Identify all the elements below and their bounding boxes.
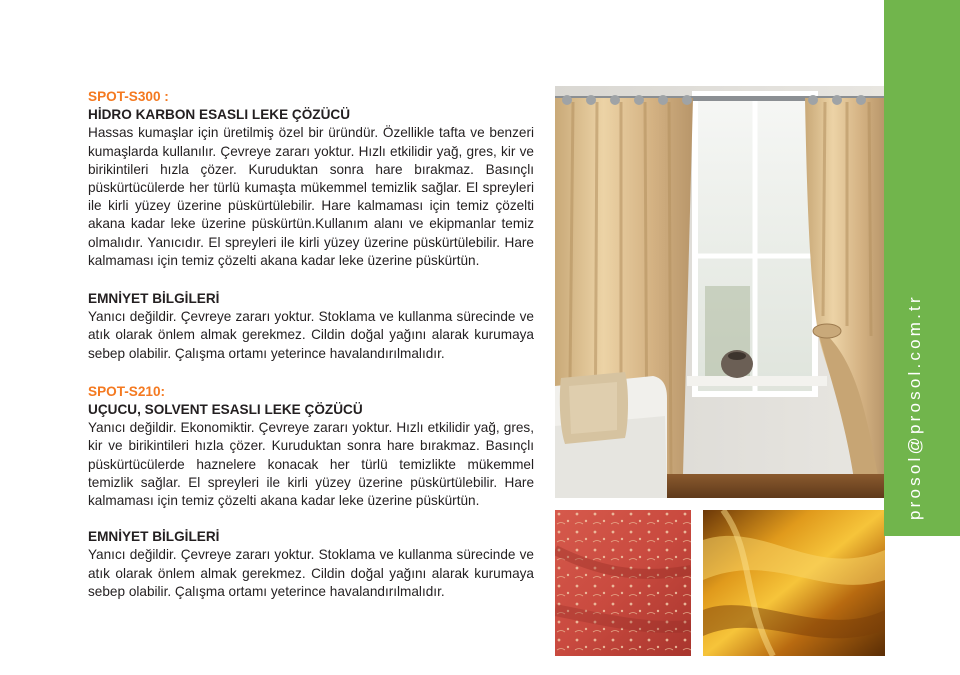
- product-description: Hassas kumaşlar için üretilmiş özel bir üründür. Özellikle tafta ve benzeri kumaşlarda kullanılır. Çevreye zararı yoktur. Hızlı etkilidir yağ, gres, kir ve birikintileri hızla çözer. Kuruduktan sonra hare bırakmaz. Basınçlı püskürtücülerde her türlü kumaşta mükemmel temizlik sağlar. El spreyleri ile kirli yüzey üzerine püskürtülebilir. Hare kalmaması için temiz çözelti akana kadar leke üzerine püskürtün.Kullanım alanı ve ekipmanlar temiz olmalıdır. Yanıcıdır. El spreyleri ile kirli yüzey üzerine püskürtülebilir. Hare kalmaması için temiz çözelti akana kadar leke üzerine püskürtün.: [88, 125, 534, 268]
- product-description: Yanıcı değildir. Ekonomiktir. Çevreye zararı yoktur. Hızlı etkilidir yağ, gres, kir ve birikintileri hızla çözer. Kuruduktan sonra hare bırakmaz. Basınçlı püskürtücülerde haznelere konacak her türlü temizlikte mükemmel temizlik sağlar. El spreyleri ile kirli yüzey üzerine püskürtülebilir. Hare kalmaması için temiz çözelti akana kadar leke üzerine püskürtün.: [88, 420, 534, 509]
- product-code: SPOT-S210:: [88, 383, 166, 399]
- product-title: UÇUCU, SOLVENT ESASLI LEKE ÇÖZÜCÜ: [88, 402, 363, 418]
- safety-description: Yanıcı değildir. Çevreye zararı yoktur. Stoklama ve kullanma sürecinde ve atık olarak önlem almak gerekmez. Cildin doğal yağını alarak kurumaya sebep olabilir. Çalışma ortamı yeterince havalandırılmalıdır.: [88, 547, 534, 599]
- spacer: [88, 510, 534, 528]
- text-column: [88, 88, 534, 601]
- satin-fabric-photo: [703, 510, 885, 656]
- product-code: SPOT-S300 :: [88, 89, 169, 104]
- safety-description: Yanıcı değildir. Çevreye zararı yoktur. Stoklama ve kullanma sürecinde ve atık olarak önlem almak gerekmez. Cildin doğal yağını alarak kurumaya sebep olabilir. Çalışma ortamı yeterince havalandırılmalıdır.: [88, 309, 534, 361]
- curtain-room-photo: [555, 86, 885, 498]
- contact-email[interactable]: prosol@prosol.com.tr: [905, 294, 924, 520]
- spacer: [88, 363, 534, 383]
- floral-fabric-illustration: [555, 510, 691, 656]
- spacer: [88, 270, 534, 290]
- curtain-room-illustration: [555, 86, 885, 498]
- safety-heading: EMNİYET BİLGİLERİ: [88, 529, 220, 545]
- floral-fabric-photo: [555, 510, 691, 656]
- satin-fabric-illustration: [703, 510, 885, 656]
- product-title: HİDRO KARBON ESASLI LEKE ÇÖZÜCÜ: [88, 107, 351, 123]
- safety-heading: EMNİYET BİLGİLERİ: [88, 291, 220, 307]
